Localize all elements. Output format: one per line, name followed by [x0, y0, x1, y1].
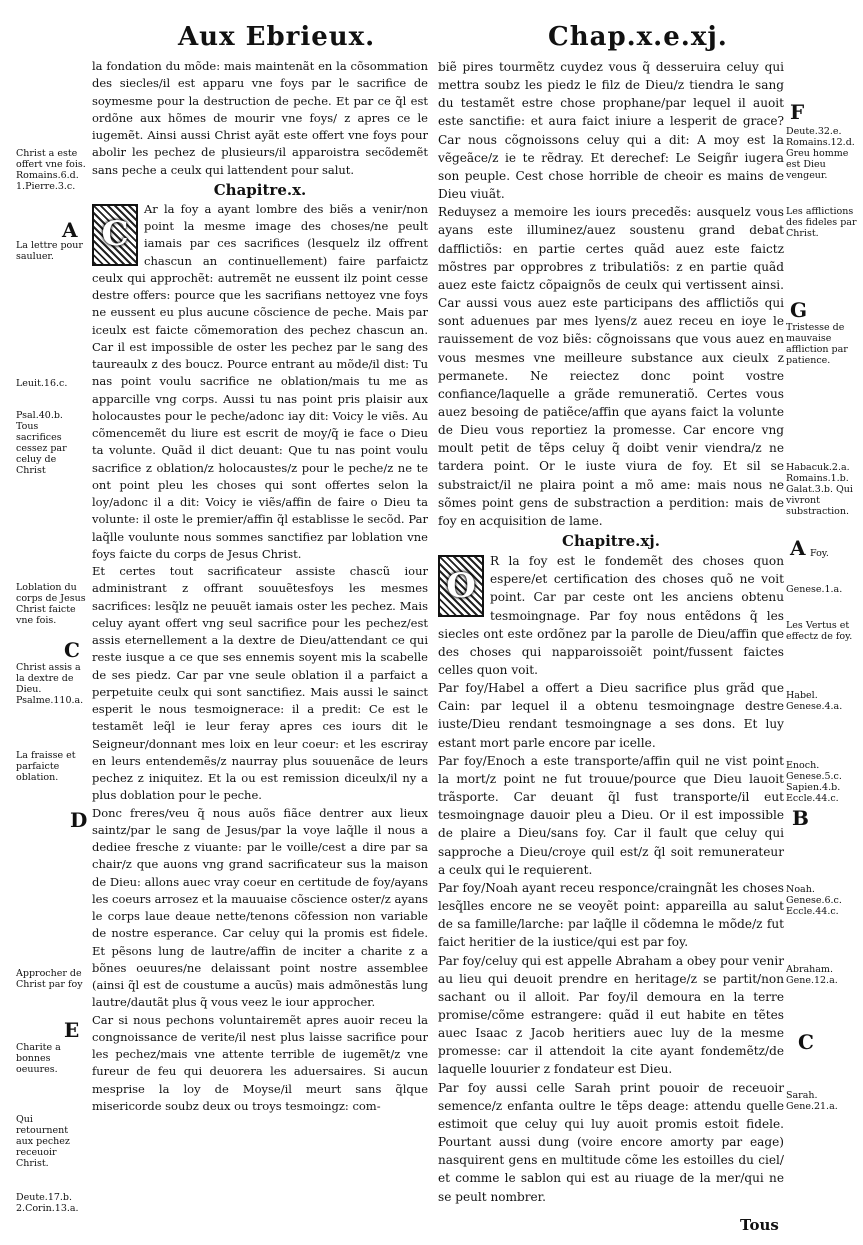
paragraph-text: R la foy est le fondemẽt des choses quon espere/et certification des choses quõ ne voit point. Car par ceste ont les anciens obtenu tesmoingnage. Par foy nous entẽdons q̃ les siecles ont este ordõnez par la parolle de Dieu/affin que des choses qui napparoissoiẽt point/fussent faictes celles quon voit.	[438, 554, 784, 677]
left-text-column	[92, 58, 428, 1115]
margin-note: La lettre pour sauluer.	[16, 240, 83, 262]
paragraph-text: Ar la foy a ayant lombre des biẽs a venir/non point la mesme image des choses/ne peult iamais par ces sacrifices (lesquelz ilz offrent chascun an continuellement) faire parfaictz ceulx qui approchẽt: autremẽt ne eussent ilz point cesse destre offers: pource que les sacrifians nettoyez vne foys ne eussent eu plus aucune cõscience de peche. Mais par iceulx est faicte cõmemoration des pechez chascun an. Car il est impossible de oster les pechez par le sang des taureaulx z des boucz. Pource entrant au mõde/il dist: Tu nas point voulu sacrifice ne oblation/mais tu me as apparcille vng corps. Aussi tu nas point pris plaisir aux holocaustes pour le peche/adonc iay dit: Voicy le viẽs. Au cõmencemẽt du liure est escrit de moy/q̃ ie face o Dieu ta volunte. Quãd il dict deuant: Que tu nas point voulu sacrifice z oblation/z holocaustes/z pour le peche/z ne te ont point pleu les choses qui sont offertes selon la loy/adonc il a dit: Voicy ie viẽs/affin de faire o Dieu ta volunte: il oste le premier/affin q̃l establisse le secõd. Par laq̃lle voulunte nous sommes sanctifiez par loblation vne foys faicte du corps de Jesus Christ.	[92, 201, 428, 561]
paragraph: Car si nous pechons voluntairemẽt apres auoir receu la congnoissance de verite/il nest plus laisse sacrifice pour les pechez/mais vne attente terrible de iugemẽt/z vne fureur de feu qui deuorera les aduersaires. Si aucun mesprise la loy de Moyse/il meurt sans q̃lque misericorde soubz deux ou troys tesmoingz: com-	[92, 1012, 428, 1113]
running-header-right: Chap.x.e.xj.	[548, 22, 728, 52]
margin-note: Christ assis a la dextre de Dieu. Psalme.110.a.	[16, 662, 84, 706]
margin-letter: G	[790, 298, 808, 322]
decorated-initial: O	[438, 555, 484, 617]
paragraph: Par foy/Enoch a este transporte/affin quil ne vist point la mort/z point ne fut trouue/pource que Dieu lauoit trãsporte. Car deuant q̃l fust transporte/il eut tesmoingnage dauoir pleu a Dieu. Or il est impossible de plaire a Dieu/sans foy. Car il fault que celuy qui sapproche a Dieu/croye quil est/z q̃l soit remunerateur a ceulx qui le requierent.	[438, 753, 784, 877]
margin-letter: D	[70, 808, 88, 832]
paragraph: Donc freres/veu q̃ nous auõs fiãce dentrer aux lieux saintz/par le sang de Jesus/par la voye laq̃lle il nous a dediee fresche z viuante: par le voille/cest a dire par sa chair/z que auons vng grand sacrificateur sus la maison de Dieu: allons auec vray coeur en certitude de foy/ayans les coeurs arrosez et la mauuaise cõscience oster/z ayans le corps laue deaue nette/tenons cõfession non variable de nostre esperance. Car celuy qui la promis est fidele. Et pẽsons lung de lautre/affin de inciter a charite z a bõnes oeuures/ne delaissant point nostre assemblee (ainsi q̃l est de coustume a aucũs) mais admõnestãs lung lautre/dautãt plus q̃ vous veez le iour approcher.	[92, 805, 428, 1010]
margin-note: Psal.40.b. Tous sacrifices cessez par celuy de Christ	[16, 410, 67, 476]
margin-note: Leuit.16.c.	[16, 378, 68, 389]
paragraph: Par foy aussi celle Sarah print pouoir de receuoir semence/z enfanta oultre le tẽps deage: attendu quelle estimoit que celuy qui luy auoit promis estoit fidele. Pourtant aussi dung (voire encore amorty par eage) nasquirent gens en multitude cõme les estoilles du ciel/ et comme le sablon qui est au riuage de la mer/qui ne se peult nombrer.	[438, 1080, 784, 1204]
margin-note: Foy.	[810, 548, 829, 559]
margin-note: Abraham. Gene.12.a.	[786, 964, 838, 986]
margin-note: Sarah. Gene.21.a.	[786, 1090, 838, 1112]
margin-note: Christ a este offert vne fois. Romains.6.d. 1.Pierre.3.c.	[16, 148, 86, 192]
chapter-heading: Chapitre.x.	[213, 180, 307, 199]
margin-note: Genese.1.a.	[786, 584, 843, 595]
paragraph: Et certes tout sacrificateur assiste chascũ iour administrant z offrant souuẽtesfoys les mesmes sacrifices: lesq̃lz ne peuuẽt iamais oster les pechez. Mais celuy ayant offert vng seul sacrifice pour les pechez/est assis eternellement a la dextre de Dieu/attendant ce qui reste iusque a ce que ses ennemis soyent mis la scabelle de ses piedz. Car par vne seule oblation il a parfaict a perpetuite ceulx qui sont sanctifiez. Mais aussi le sainct esperit le nous tesmoignerace: il a predit: Ce est le testamẽt leq̃l ie leur feray apres ces iours dit le Seigneur/donnant mes loix en leur coeur: et les escriray en leurs entendemẽs/z naurray plus souuenãce de leurs pechez z iniquitez. Et la ou est remission diceulx/il ny a plus doblation pour le peche.	[92, 564, 428, 803]
chapter-heading: Chapitre.xj.	[562, 532, 660, 551]
margin-note: Deute.32.e. Romains.12.d. Greu homme est Dieu vengeur.	[786, 126, 855, 181]
margin-letter: F	[790, 100, 805, 124]
margin-note: Les Vertus et effectz de foy.	[786, 620, 853, 642]
margin-note: Deute.17.b. 2.Corin.13.a.	[16, 1192, 79, 1214]
paragraph: la fondation du mõde: mais maintenãt en la cõsommation des siecles/il est apparu vne foys par le sacrifice de soymesme pour la destruction de peche. Et par ce q̃l est ordõne aux hõmes de mourir vne foys/ z apres ce le iugemẽt. Ainsi aussi Christ ayãt este offert vne foys pour abolir les pechez de plusieurs/il apparoistra secõdemẽt sans peche a ceulx qui lattendent pour salut.	[92, 59, 428, 177]
paragraph	[438, 552, 784, 679]
paragraph: Par foy/celuy qui est appelle Abraham a obey pour venir au lieu qui deuoit prendre en heritage/z se partit/non sachant ou il alloit. Par foy/il demoura en la terre promise/cõme estrangere: quãd il eut habite en tẽtes auec Isaac z Jacob heritiers auec luy de la mesme promesse: car il attendoit la cite ayant fondemẽtz/de laquelle louurier z fondateur est Dieu.	[438, 953, 784, 1077]
margin-letter: A	[790, 536, 806, 560]
margin-note: La fraisse et parfaicte oblation.	[16, 750, 76, 783]
paragraph: Reduysez a memoire les iours precedẽs: ausquelz vous ayans este illuminez/auez soustenu grand debat dafflictiõs: en partie certes quãd auez este faictz mõstres par opprobres z tribulatiõs: z en partie quãd auez este faictz cõpaignõs de ceulx qui vertissent ainsi. Car aussi vous auez este participans des afflictiõs qui sont aduenues par mes lyens/z auez receu en ioye le rauissement de voz biẽs: cõgnoissans que vous auez en vous mesmes vne meilleure substance aux cieulx z permanete. Ne reiectez donc point vostre confiance/laquelle a grãde remuneratiõ. Certes vous auez besoing de patiẽce/affin que ayans faict la volunte de Dieu vous reportiez la promesse. Car encore vng moult petit de tẽps celuy q̃ doibt venir viendra/z ne tardera point. Or le iuste viura de foy. Et sil se substraict/il ne plaira point a mõ ame: mais nous ne sõmes point gens de substraction a perdition: mais de foy en acquisition de lame.	[438, 205, 784, 528]
margin-letter: A	[62, 218, 78, 242]
margin-letter: B	[792, 806, 809, 830]
margin-letter: E	[64, 1018, 80, 1042]
margin-note: Charite a bonnes oeuures.	[16, 1042, 61, 1075]
margin-note: Enoch. Genese.5.c. Sapien.4.b. Eccle.44.c.	[786, 760, 842, 804]
margin-note: Tristesse de mauvaise affliction par patience.	[786, 322, 848, 366]
margin-note: Qui retournent aux pechez receuoir Christ.	[16, 1114, 70, 1169]
margin-note: Loblation du corps de Jesus Christ faicte vne fois.	[16, 582, 86, 626]
margin-note: Habacuk.2.a. Romains.1.b. Galat.3.b. Qui vivront substraction.	[786, 462, 853, 517]
margin-letter: C	[798, 1030, 814, 1054]
margin-letter: C	[64, 638, 80, 662]
margin-note: Les afflictions des fideles par Christ.	[786, 206, 857, 239]
margin-note: Approcher de Christ par foy	[16, 968, 83, 990]
paragraph: Par foy/Noah ayant receu responce/craingnãt les choses lesq̃lles encore ne se veoyẽt point: appareilla au salut de sa famille/larche: par laq̃lle il cõdemna le mõde/z fut faict heritier de la iustice/qui est par foy.	[438, 880, 784, 950]
catchword: Tous	[740, 1216, 779, 1234]
paragraph: biẽ pires tourmẽtz cuydez vous q̃ desseruira celuy qui mettra soubz les piedz le filz de Dieu/z tiendra le sang du testamẽt estre chose prophane/par lequel il auoit este sanctifie: et aura faict iniure a lesperit de grace? Car nous cõgnoissons celuy qui a dit: A moy est la vẽgeãce/z ie te rẽdray. Et derechef: Le Seigñr iugera son peuple. Cest chose horrible de cheoir es mains de Dieu viuãt.	[438, 60, 784, 202]
margin-note: Noah. Genese.6.c. Eccle.44.c.	[786, 884, 842, 917]
margin-note: Habel. Genese.4.a.	[786, 690, 843, 712]
paragraph	[92, 201, 428, 563]
paragraph: Par foy/Habel a offert a Dieu sacrifice plus grãd que Cain: par lequel il a obtenu tesmoingnage destre iuste/Dieu rendant tesmoingnage a ses dons. Et luy estant mort parle encore par icelle.	[438, 681, 784, 750]
right-text-column	[438, 58, 784, 1206]
decorated-initial: C	[92, 204, 138, 266]
running-header-left: Aux Ebrieux.	[178, 22, 376, 52]
